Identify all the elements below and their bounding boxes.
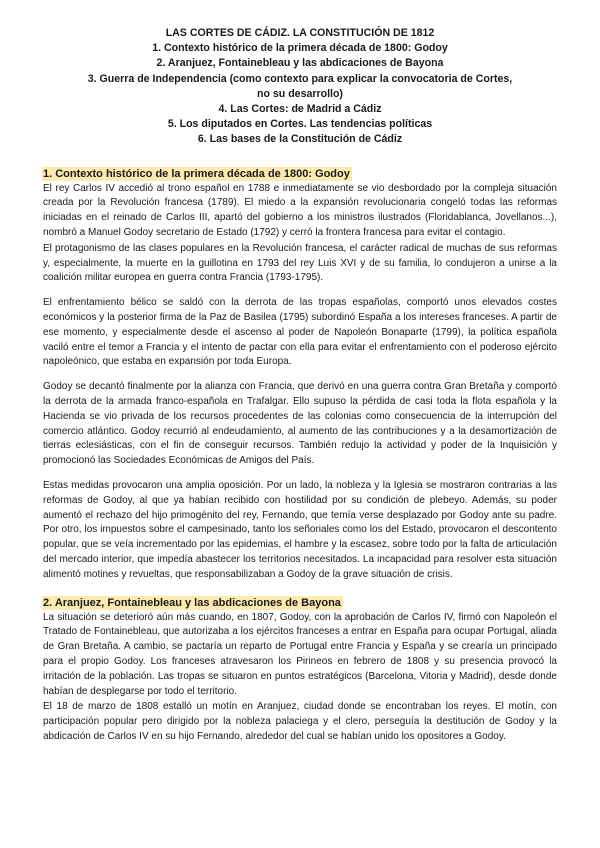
paragraph: El protagonismo de las clases populares en la Revolución francesa, el carácter radical de muchas de sus reformas y, especialmente, la muerte en la guillotina en 1793 del rey Luis XVI y de su familia, lo condujeron a unirse a la coalición militar europea en guerra contra Francia (1793-1795).	[43, 242, 557, 284]
toc-line: no su desarrollo)	[257, 87, 343, 100]
toc-line: 4. Las Cortes: de Madrid a Cádiz	[218, 103, 382, 116]
toc-line: 6. Las bases de la Constitución de Cádiz	[197, 133, 403, 146]
paragraph: Estas medidas provocaron una amplia oposición. Por un lado, la nobleza y la Iglesia se mostraron contrarias a las reformas de Godoy, al que ya habían recibido con hostilidad por su condición de plebeyo. Además, su poder aumentó el rechazo del hijo primogénito del rey, Fernando, que temía verse desplazado por Godoy ante su padre. Por otro, los impuestos sobre el campesinado, tanto los señoriales como los del Estado, provocaron el descontento popular, que se veía incrementado por las epidemias, el hambre y la escasez, sobre todo por la falta de articulación del mercado interior, que impedía abastecer los territorios necesitados. La incapacidad para resolver esta situación alimentó motines y revueltas, que responsabilizaban a Godoy de la grave situación de crisis.	[43, 479, 557, 580]
section-2	[43, 593, 557, 745]
toc-line: 3. Guerra de Independencia (como contexto para explicar la convocatoria de Cortes,	[87, 72, 513, 85]
paragraph: El enfrentamiento bélico se saldó con la derrota de las tropas españolas, comportó unos elevados costes económicos y la posterior firma de la Paz de Basilea (1795) subordinó España a los intereses franceses. A partir de ese momento, y especialmente desde el ascenso al poder de Napoleón Bonaparte (1799), la política española vaciló entre el temor a Francia y el intento de pactar con ella para evitar el enfrentamiento con el poderoso ejército napoleónico, que estaba en expansión por toda Europa.	[43, 297, 557, 368]
toc-line: 1. Contexto histórico de la primera década de 1800: Godoy	[152, 42, 448, 55]
section-heading: 1. Contexto histórico de la primera década de 1800: Godoy	[43, 167, 350, 180]
section-heading: 2. Aranjuez, Fontainebleau y las abdicaciones de Bayona	[43, 596, 341, 609]
paragraph: Godoy se decantó finalmente por la alianza con Francia, que derivó en una guerra contra Gran Bretaña y comportó la derrota de la armada franco-española en Trafalgar. Ello supuso la pérdida de casi toda la flota española y la Hacienda se vio privada de los recursos procedentes de las colonias como consecuencia de la interrupción del comercio atlántico. Godoy recurrió al endeudamiento, al aumento de las contribuciones y a la desamortización de tierras eclesiásticas, con el fin de conseguir recursos. También redujo la actividad y poder de la Inquisición y promocionó las Sociedades Económicas de Amigos del País.	[43, 381, 557, 467]
document-main-title: LAS CORTES DE CÁDIZ. LA CONSTITUCIÓN DE 1812	[165, 27, 435, 39]
document-page	[43, 26, 557, 755]
document-title-block	[43, 26, 557, 148]
paragraph: La situación se deterioró aún más cuando, en 1807, Godoy, con la aprobación de Carlos IV, firmó con Napoleón el Tratado de Fontainebleau, que autorizaba a los ejércitos franceses a entrar en España para ocupar Portugal, aliada de Gran Bretaña. A cambio, se pactaría un reparto de Portugal entre Francia y España y se crearía un principado para el propio Godoy. Los franceses atravesaron los Pirineos en febrero de 1808 y su presencia provocó la irritación de la población. Las tropas se situaron en puntos estratégicos (Barcelona, Vitoria y Madrid), desde donde habían de desplegarse por todo el territorio.	[43, 611, 557, 697]
section-1	[43, 164, 557, 583]
toc-line: 5. Los diputados en Cortes. Las tendencias políticas	[167, 118, 433, 131]
paragraph: El 18 de marzo de 1808 estalló un motín en Aranjuez, ciudad donde se encontraban los reyes. El motín, con participación popular pero dirigido por la nobleza palaciega y el clero, perseguía la destitución de Godoy y la abdicación de Carlos IV en su hijo Fernando, alrededor del cual se habían unido los opositores a Godoy.	[43, 701, 557, 742]
paragraph: El rey Carlos IV accedió al trono español en 1788 e inmediatamente se vio desbordado por la compleja situación creada por la Revolución francesa (1789). El miedo a la expansión revolucionaria congeló todas las reformas iniciadas en el reinado de Carlos III, apartó del gobierno a los ministros ilustrados (Floridablanca, Jovellanos...), nombró a Manuel Godoy secretario de Estado (1792) y cerró la frontera francesa para evitar el contagio.	[43, 182, 557, 239]
toc-line: 2. Aranjuez, Fontainebleau y las abdicaciones de Bayona	[156, 57, 444, 70]
